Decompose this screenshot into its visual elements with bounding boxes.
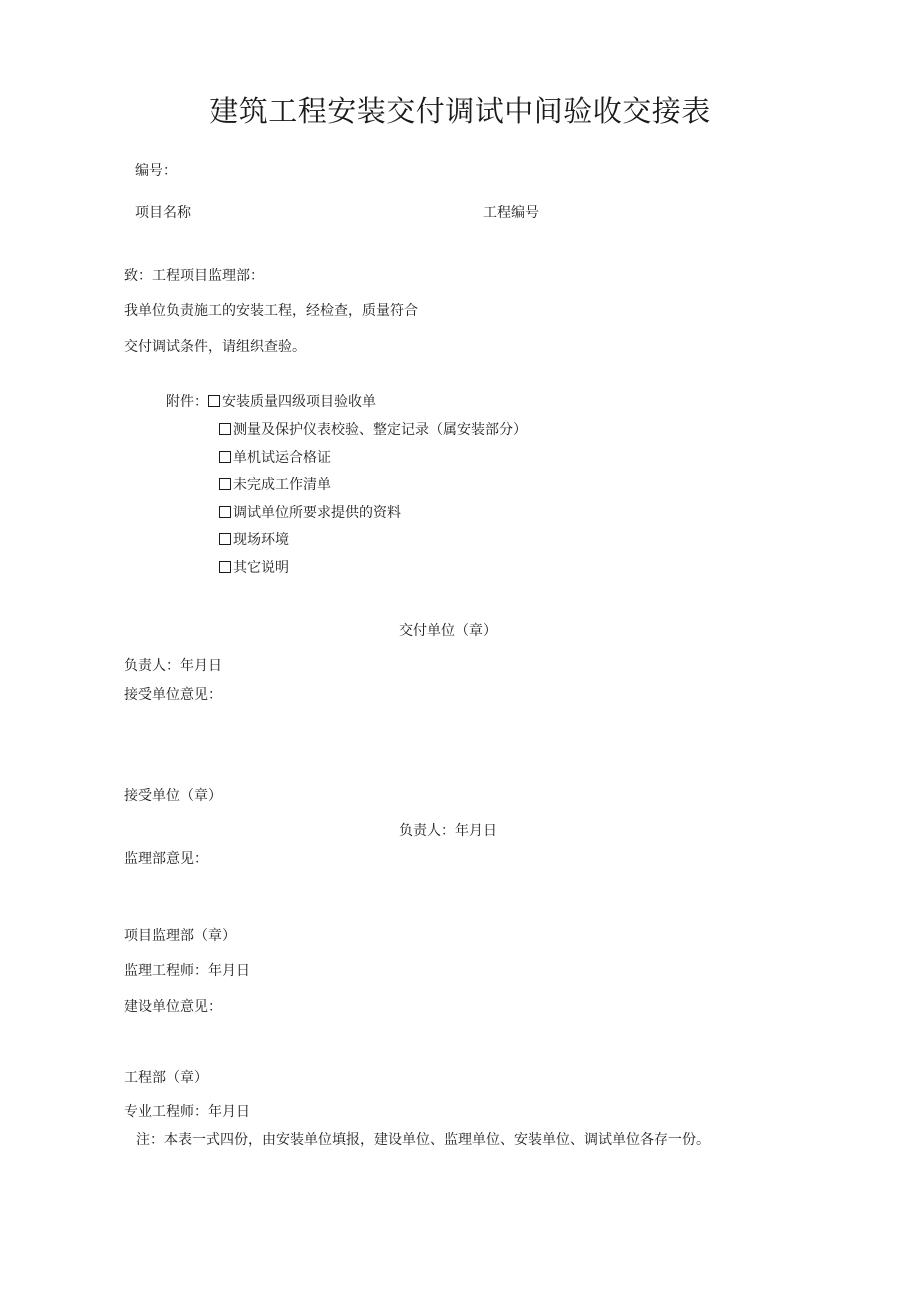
owner-seal: 工程部（章） bbox=[124, 1070, 208, 1086]
checkbox-icon[interactable] bbox=[219, 506, 231, 518]
supervision-engineer: 监理工程师：年月日 bbox=[124, 963, 250, 979]
owner-opinion: 建设单位意见： bbox=[124, 999, 222, 1015]
attachment-item bbox=[219, 504, 401, 522]
attachment-item-label: 未完成工作清单 bbox=[233, 477, 331, 493]
attachment-item-label: 单机试运合格证 bbox=[233, 450, 331, 466]
checkbox-icon[interactable] bbox=[219, 561, 231, 573]
checkbox-icon[interactable] bbox=[219, 451, 231, 463]
attachment-item bbox=[219, 476, 331, 494]
project-name-label: 项目名称 bbox=[135, 205, 191, 221]
supervision-seal: 项目监理部（章） bbox=[124, 928, 236, 944]
supervision-opinion: 监理部意见： bbox=[124, 851, 208, 867]
receiving-unit-opinion: 接受单位意见： bbox=[124, 687, 222, 703]
receiving-unit-person: 负责人：年月日 bbox=[399, 823, 497, 839]
checkbox-icon[interactable] bbox=[208, 395, 220, 407]
owner-engineer: 专业工程师：年月日 bbox=[124, 1104, 250, 1120]
attachment-item bbox=[219, 449, 331, 467]
attachment-item bbox=[219, 421, 527, 439]
checkbox-icon[interactable] bbox=[219, 533, 231, 545]
attachment-item-label: 测量及保护仪表校验、整定记录（属安装部分） bbox=[233, 422, 527, 438]
addressee: 致：工程项目监理部： bbox=[124, 268, 264, 284]
letter-line-2: 交付调试条件，请组织查验。 bbox=[124, 339, 306, 355]
checkbox-icon[interactable] bbox=[219, 423, 231, 435]
delivering-unit-seal: 交付单位（章） bbox=[399, 623, 497, 639]
footnote: 注：本表一式四份，由安装单位填报，建设单位、监理单位、安装单位、调试单位各存一份。 bbox=[136, 1132, 710, 1148]
document-title: 建筑工程安装交付调试中间验收交接表 bbox=[209, 94, 711, 128]
attachments-label: 附件： bbox=[166, 394, 208, 410]
attachment-item bbox=[219, 531, 289, 549]
letter-line-1: 我单位负责施工的安装工程，经检查，质量符合 bbox=[124, 303, 418, 319]
project-number-label: 工程编号 bbox=[483, 205, 539, 221]
receiving-unit-seal: 接受单位（章） bbox=[124, 788, 222, 804]
attachment-item bbox=[166, 393, 376, 411]
attachment-item-label: 调试单位所要求提供的资料 bbox=[233, 505, 401, 521]
delivering-unit-person: 负责人：年月日 bbox=[124, 658, 222, 674]
attachment-item-label: 安装质量四级项目验收单 bbox=[222, 394, 376, 410]
checkbox-icon[interactable] bbox=[219, 478, 231, 490]
attachment-item-label: 现场环境 bbox=[233, 532, 289, 548]
attachment-item-label: 其它说明 bbox=[233, 560, 289, 576]
attachment-item bbox=[219, 559, 289, 577]
number-label: 编号： bbox=[135, 163, 177, 179]
